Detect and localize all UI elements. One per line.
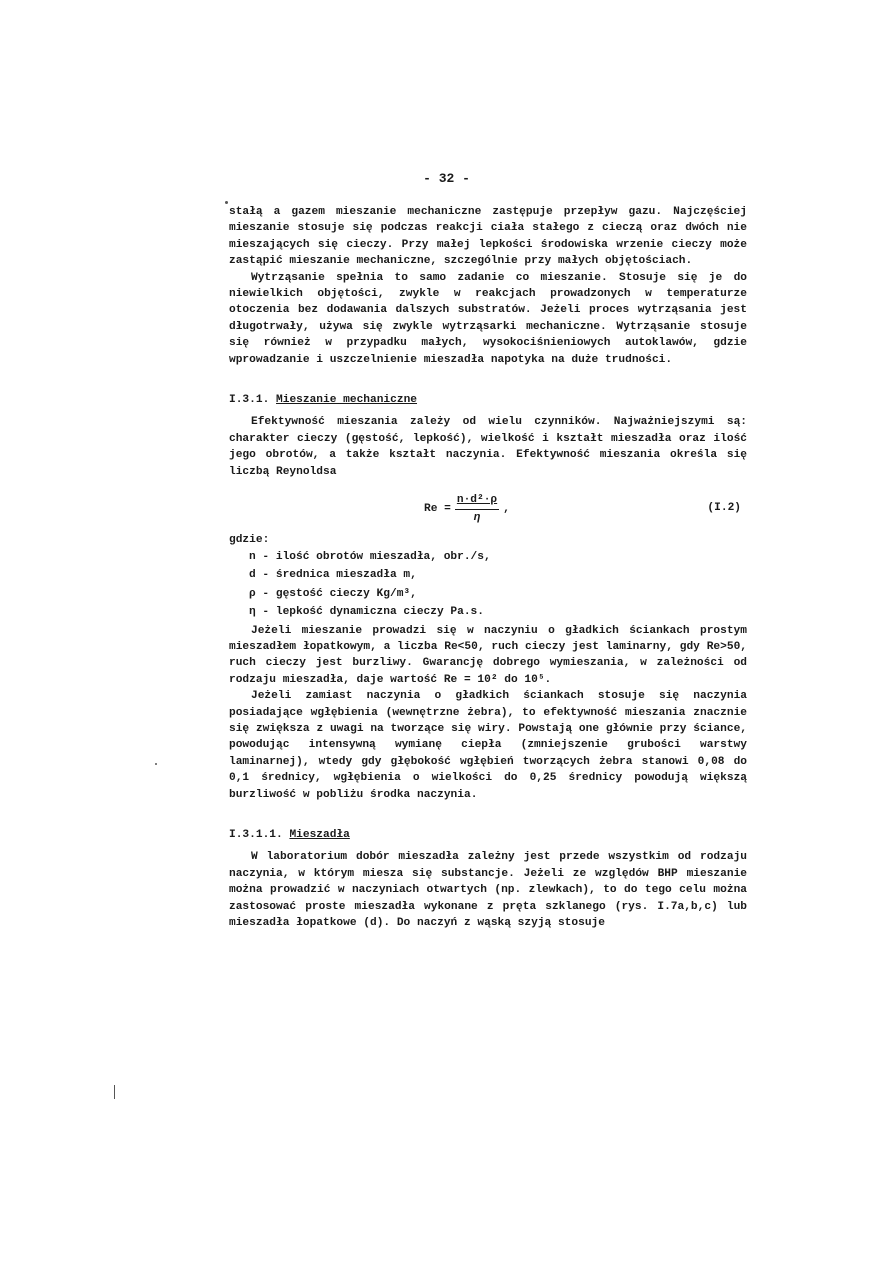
section-title: Mieszanie mechaniczne [276,394,418,407]
scan-edge-mark [114,1085,115,1099]
formula-comma: , [503,502,510,515]
formula-fraction [455,492,499,526]
formula-denominator: η [473,511,481,524]
scan-speck [155,763,157,765]
page-body [229,204,747,931]
reynolds-formula [229,486,747,526]
laminar-paragraph: Jeżeli mieszanie prowadzi się w naczyniu o gładkich ściankach prostym mieszadłem łopatkowym, a liczba Re<50, ruch cieczy jest laminarny, gdy Re>50, ruch cieczy jest burzliwy. Gwarancję dobrego wymieszania, w zależności od rodzaju mieszadła, daje wartość Re = 10² do 10⁵. [229,624,747,686]
where-label: gdzie: [229,534,270,547]
formula-lhs: Re = [424,502,451,515]
section-heading-mechanical-mixing [229,392,747,408]
section-heading-stirrers [229,827,747,843]
stirrers-paragraph: W laboratorium dobór mieszadła zależny jest przede wszystkim od rodzaju naczynia, w którym miesza się substancje. Jeżeli ze względów BHP mieszanie można prowadzić w naczyniach otwartych (np. zlewkach), to do tego celu można zastosować proste mieszadła wykonane z pręta szklanego (rys. I.7a,b,c) lub mieszadła łopatkowe (d). Do naczyń z wąską szyją stosuje [229,851,747,929]
shaking-paragraph: Wytrząsanie spełnia to samo zadanie co mieszanie. Stosuje się je do niewielkich objętości, zwykle w reakcjach prowadzonych w temperaturze otoczenia bez dodawania dalszych substratów. Jeżeli proces wytrząsania jest długotrwały, używa się zwykle wytrząsarki mechaniczne. Wytrząsanie stosuje się również w przypadku małych, wysokociśnieniowych autoklawów, gdzie wprowadzanie i uszczelnienie mieszadła napotyka na duże trudności. [229,271,747,366]
variable-item: d - średnica mieszadła m, [249,569,417,581]
page-number: - 32 - [423,171,470,186]
section-number: I.3.1.1. [229,828,283,841]
variable-item: n - ilość obrotów mieszadła, obr./s, [249,550,491,563]
equation-number: (I.2) [707,502,741,515]
ribs-paragraph: Jeżeli zamiast naczynia o gładkich ściankach stosuje się naczynia posiadające wgłębienia (wewnętrzne żebra), to efektywność mieszania znacznie się zwiększa z uwagi na tworzące się wiry. Powstają one głównie przy ściance, powodując intensywną wymianę ciepła (zmniejszenie grubości warstwy laminarnej), wtedy gdy głębokość wgłębień tworzących żebra stanowi 0,08 do 0,1 średnicy, wgłębienia o wielkości do 0,25 średnicy powodują większą burzliwość w pobliżu środka naczynia. [229,690,747,801]
formula-numerator: n·d²·ρ [455,492,499,509]
variable-item: ρ - gęstość cieczy Kg/m³, [249,587,417,600]
section-number: I.3.1. [229,394,270,407]
scan-speck [225,201,228,204]
intro-paragraph: stałą a gazem mieszanie mechaniczne zastępuje przepływ gazu. Najczęściej mieszanie stosuje się podczas reakcji ciała stałego z cieczą oraz dwóch nie mieszających się cieczy. Przy małej lepkości środowiska wrzenie cieczy może zastąpić mieszanie mechaniczne, szczególnie przy małych objętościach. [229,206,747,268]
variable-item: η - lepkość dynamiczna cieczy Pa.s. [249,606,484,618]
variable-list [249,549,747,623]
section-title: Mieszadła [289,828,350,841]
efficiency-paragraph: Efektywność mieszania zależy od wielu czynników. Najważniejszymi są: charakter cieczy (gęstość, lepkość), wielkość i kształt mieszadła oraz ilość jego obrotów, a także kształt naczynia. Efektywność mieszania określa się liczbą Reynoldsa [229,416,747,478]
